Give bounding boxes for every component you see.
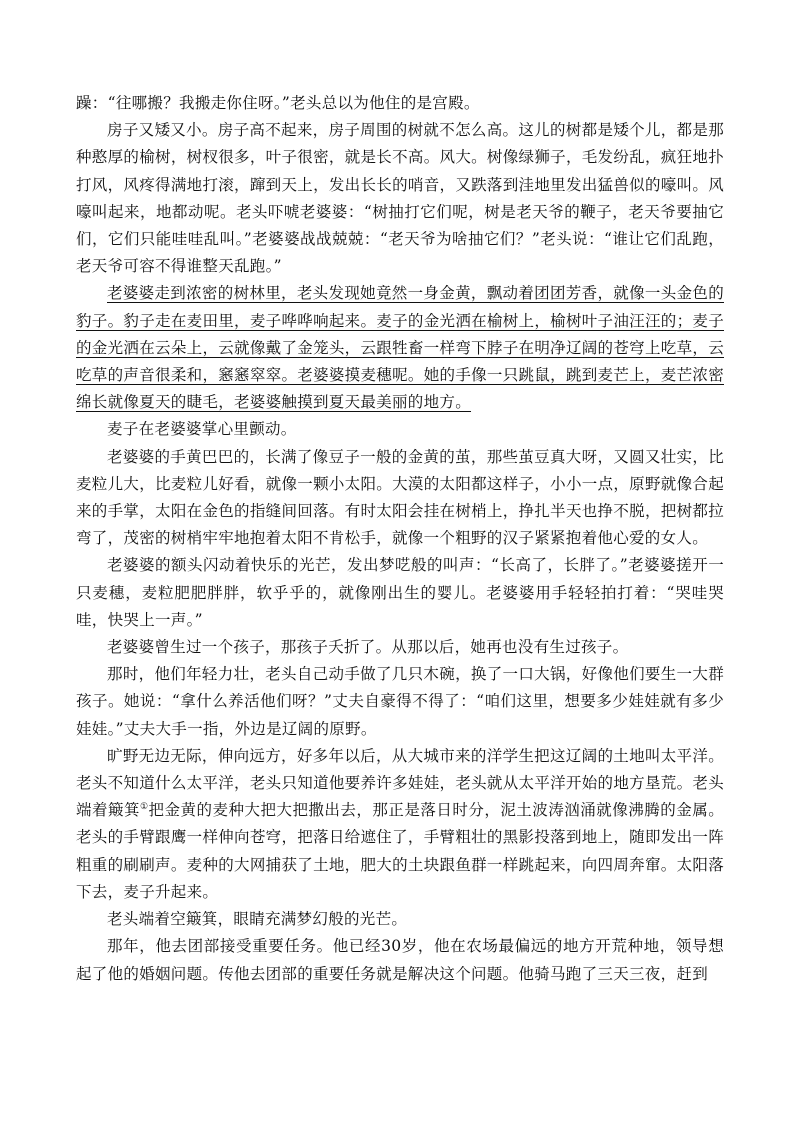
paragraph-7: 老婆婆曾生过一个孩子，那孩子夭折了。从那以后，她再也没有生过孩子。 (107, 638, 629, 657)
paragraph-9-part-1: 旷野无边无际，伸向远方，好多年以后，从大城市来的洋学生把这辽阔的土地叫太平洋。老头不知道什么太平洋，老头只知道他要养许多娃娃，老头就从太平洋开始的地方垦荒。老头端着簸箕 (76, 746, 724, 820)
paragraph-3-underlined (76, 280, 724, 416)
paragraph-6: 老婆婆的额头闪动着快乐的光芒，发出梦呓般的叫声：“长高了，长胖了。”老婆婆搓开一只麦穗，麦粒肥肥胖胖，软乎乎的，就像刚出生的婴儿。老婆婆用手轻轻拍打着：“哭哇哭哇，快哭上一声。” (76, 556, 724, 629)
paragraph-1: 躁：“往哪搬？我搬走你住呀。”老头总以为他住的是宫殿。 (76, 94, 480, 112)
paragraph-2: 房子又矮又小。房子高不起来，房子周围的树就不怎么高。这儿的树都是矮个儿，都是那种憨厚的榆树，树杈很多，叶子很密，就是长不高。风大。树像绿狮子，毛发纷乱，疯狂地扑打风，风疼得满地打滚，蹿到天上，发出长长的哨音，又跌落到洼地里发出猛兽似的嚎叫。风嚎叫起来，地都动呢。老头吓唬老婆婆：“树抽打它们呢，树是老天爷的鞭子，老天爷要抽它们，它们只能哇哇乱叫。”老婆婆战战兢兢：“老天爷为啥抽它们？”老头说：“谁让它们乱跑，老天爷可容不得谁整天乱跑。” (76, 121, 724, 276)
paragraph-10: 老头端着空簸箕，眼睛充满梦幻般的光芒。 (107, 910, 408, 929)
footnote-marker: ① (139, 802, 149, 813)
paragraph-9 (76, 743, 724, 906)
paragraph-11: 那年，他去团部接受重要任务。他已经30岁，他在农场最偏远的地方开荒种地，领导想起了他的婚姻问题。传他去团部的重要任务就是解决这个问题。他骑马跑了三天三夜，赶到 (76, 937, 724, 983)
paragraph-4: 麦子在老婆婆掌心里颤动。 (107, 420, 297, 439)
paragraph-5: 老婆婆的手黄巴巴的，长满了像豆子一般的金黄的茧，那些茧豆真大呀，又圆又壮实，比麦粒儿大，比麦粒儿好看，就像一颗小太阳。大漠的太阳都这样子，小小一点，原野就像合起来的手掌，太阳在金色的指缝间回落。有时太阳会挂在树梢上，挣扎半天也挣不脱，把树都拉弯了，茂密的树梢牢牢地抱着太阳不肯松手，就像一个粗野的汉子紧紧抱着他心爱的女人。 (76, 447, 724, 548)
paragraph-9-part-2: 把金黄的麦种大把大把撒出去，那正是落日时分，泥土波涛汹涌就像沸腾的金属。老头的手臂跟鹰一样伸向苍穹，把落日给遮住了，手臂粗壮的黑影投落到地上，随即发出一阵粗重的刷刷声。麦种的大网捕获了土地，肥大的土块跟鱼群一样跳起来，向四周奔窜。太阳落下去，麦子升起来。 (76, 801, 724, 901)
paragraph-8: 那时，他们年轻力壮，老头自己动手做了几只木碗，换了一口大锅，好像他们要生一大群孩子。她说：“拿什么养活他们呀？”丈夫自豪得不得了：“咱们这里，想要多少娃娃就有多少娃娃。”丈夫大手一指，外边是辽阔的原野。 (76, 665, 724, 738)
document-page (76, 90, 724, 988)
underlined-passage: 老婆婆走到浓密的树林里，老头发现她竟然一身金黄，飘动着团团芳香，就像一头金色的豹子。豹子走在麦田里，麦子哗哗响起来。麦子的金光洒在榆树上，榆树叶子油汪汪的；麦子的金光洒在云朵上，云就像戴了金笼头，云跟牲畜一样弯下脖子在明净辽阔的苍穹上吃草，云吃草的声音很柔和，窸窸窣窣。老婆婆摸麦穗呢。她的手像一只跳鼠，跳到麦芒上，麦芒浓密绵长就像夏天的睫毛，老婆婆触摸到夏天最美丽的地方。 (76, 284, 724, 412)
